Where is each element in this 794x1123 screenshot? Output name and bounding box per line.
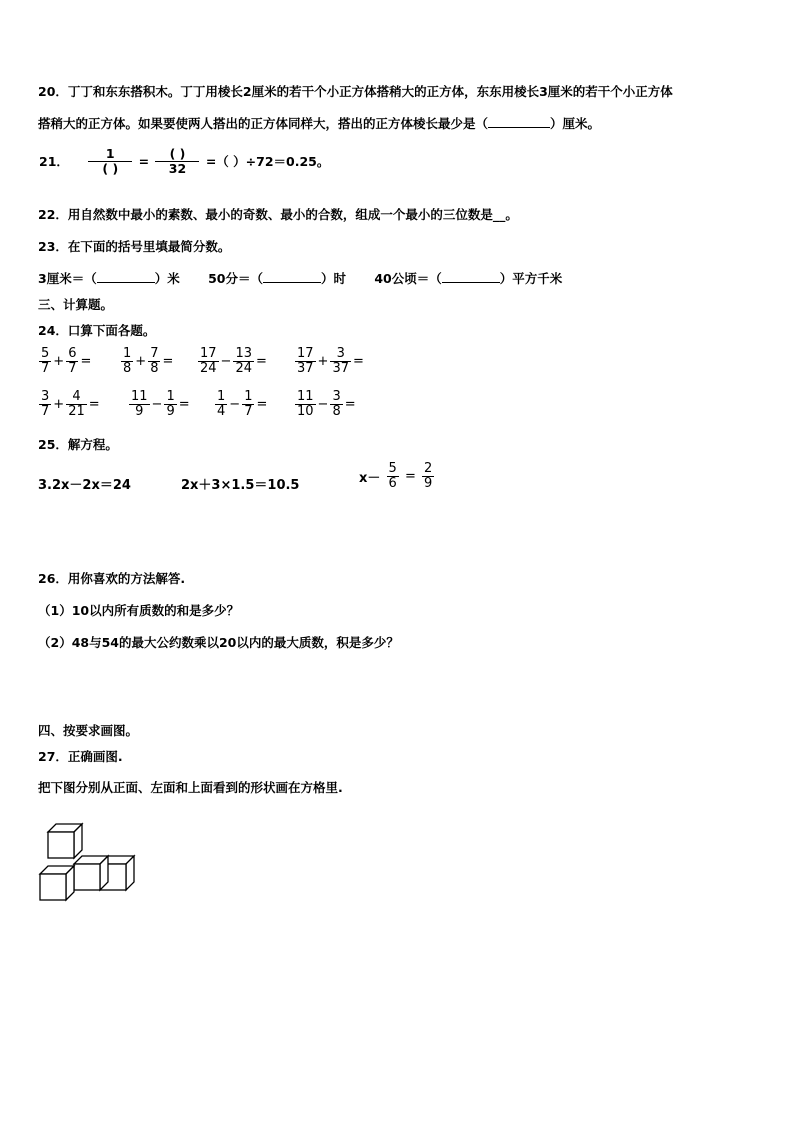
fraction-a-den: 4 bbox=[217, 404, 226, 419]
equals: = bbox=[80, 354, 92, 369]
fraction-b bbox=[233, 347, 254, 376]
fraction-a bbox=[121, 347, 133, 376]
fraction-b bbox=[242, 390, 254, 419]
q27-text: 27．正确画图. bbox=[38, 749, 123, 764]
operator: + bbox=[53, 354, 65, 369]
q26-sub-1: （1）10以内所有质数的和是多少？ bbox=[38, 603, 240, 618]
fraction-b-num: 3 bbox=[330, 347, 351, 362]
operator: − bbox=[151, 397, 163, 412]
q25-equation-2: 2x＋3×1.5＝10.5 bbox=[181, 478, 300, 493]
fraction-a-num: 17 bbox=[200, 346, 217, 361]
fraction-b-num: 1 bbox=[244, 389, 253, 404]
fraction-a bbox=[39, 390, 51, 419]
q24-row-2-item-2 bbox=[128, 390, 191, 419]
q21-fraction-2-den: 32 bbox=[168, 161, 187, 176]
fraction-b-den: 7 bbox=[68, 361, 77, 376]
fraction-b bbox=[148, 347, 160, 376]
q23-item-2-post: ）时 bbox=[320, 271, 346, 286]
q23-item-2-pre: 50分＝（ bbox=[208, 271, 263, 286]
fraction-a-den: 9 bbox=[135, 404, 144, 419]
equals: = bbox=[353, 354, 364, 369]
fraction-a bbox=[198, 347, 219, 376]
q26-text: 26．用你喜欢的方法解答. bbox=[38, 571, 186, 586]
section-3-heading: 三、计算题。 bbox=[38, 297, 114, 312]
q24-row-2-item-1 bbox=[38, 390, 101, 419]
q21-fraction-2-num[interactable]: ( ) bbox=[155, 147, 199, 162]
q20-text-post: ）厘米。 bbox=[550, 116, 601, 131]
operator: + bbox=[135, 354, 147, 369]
fraction-a-den: 37 bbox=[297, 361, 314, 376]
section-4-heading: 四、按要求画图。 bbox=[38, 723, 139, 738]
equals: = bbox=[344, 397, 356, 412]
fraction-a-num: 1 bbox=[123, 346, 132, 361]
q20-line2 bbox=[38, 116, 600, 132]
fraction-a-den: 24 bbox=[200, 361, 217, 376]
equals: = bbox=[178, 397, 190, 412]
fraction-b-den: 9 bbox=[166, 404, 175, 419]
equals: = bbox=[256, 397, 268, 412]
q21-rest: =（ ）÷72＝0.25。 bbox=[205, 153, 330, 169]
fraction-b-den: 8 bbox=[332, 404, 341, 419]
q23-item-1 bbox=[38, 271, 180, 286]
fraction-b bbox=[164, 390, 176, 419]
fraction-a bbox=[39, 347, 51, 376]
operator: + bbox=[317, 354, 329, 369]
q23-item-1-post: ）米 bbox=[154, 271, 180, 286]
q23-item-1-blank[interactable] bbox=[97, 282, 155, 283]
q21-equals: = bbox=[138, 153, 150, 169]
fraction-a-num: 17 bbox=[297, 346, 314, 361]
fraction-b-den: 24 bbox=[235, 361, 252, 376]
q23-item-3-post: ）平方千米 bbox=[499, 271, 563, 286]
fraction-b-den: 8 bbox=[150, 361, 159, 376]
q23-item-2 bbox=[208, 271, 346, 286]
q25-eq3-fraction-b bbox=[422, 462, 434, 491]
q21-fraction-2 bbox=[155, 147, 199, 176]
q21-number: 21． bbox=[39, 153, 69, 169]
q25-eq3-a-den: 6 bbox=[388, 476, 397, 491]
q25-eq3-b-num: 2 bbox=[424, 461, 433, 476]
q20-line1: 20．丁丁和东东搭积木。丁丁用棱长2厘米的若干个小正方体搭稍大的正方体，东东用棱长3厘米的若干个小正方体 bbox=[38, 84, 673, 99]
fraction-a-den: 8 bbox=[123, 361, 132, 376]
q21-fraction-1 bbox=[88, 147, 132, 176]
fraction-a bbox=[295, 347, 316, 376]
fraction-b-num: 13 bbox=[235, 346, 252, 361]
fraction-b-num: 3 bbox=[332, 389, 341, 404]
fraction-b-den: 21 bbox=[68, 404, 85, 419]
equals: = bbox=[88, 397, 100, 412]
fraction-b-num: 6 bbox=[68, 346, 77, 361]
fraction-a-den: 7 bbox=[41, 361, 50, 376]
q21-fraction-1-num: 1 bbox=[88, 147, 132, 162]
operator: − bbox=[229, 397, 241, 412]
q25-eq3-fraction-a bbox=[387, 462, 399, 491]
q21-fraction-1-den[interactable]: ( ) bbox=[102, 161, 119, 176]
q23-items bbox=[38, 271, 562, 287]
q24-row-2-item-3 bbox=[214, 390, 268, 419]
q22-text: 22．用自然数中最小的素数、最小的奇数、最小的合数，组成一个最小的三位数是__。 bbox=[38, 207, 518, 222]
q23-item-2-blank[interactable] bbox=[263, 282, 321, 283]
operator: + bbox=[53, 397, 65, 412]
fraction-b-num: 4 bbox=[66, 390, 87, 405]
q26-sub-2: （2）48与54的最大公约数乘以20以内的最大质数，积是多少？ bbox=[38, 635, 399, 650]
fraction-a-num: 1 bbox=[217, 389, 226, 404]
cube-stack-figure bbox=[38, 818, 148, 918]
fraction-a-num: 11 bbox=[297, 389, 314, 404]
q23-item-3-blank[interactable] bbox=[442, 282, 500, 283]
q23-item-1-pre: 3厘米＝（ bbox=[38, 271, 97, 286]
q24-text: 24．口算下面各题。 bbox=[38, 323, 156, 338]
q20-answer-blank[interactable] bbox=[488, 127, 550, 128]
q25-equation-3 bbox=[358, 462, 435, 491]
fraction-b bbox=[66, 390, 87, 419]
equals: = bbox=[256, 354, 267, 369]
q23-item-3-pre: 40公顷＝（ bbox=[374, 271, 442, 286]
cube-bottom-1 bbox=[40, 866, 74, 900]
q27-instruction: 把下图分别从正面、左面和上面看到的形状画在方格里. bbox=[38, 780, 343, 795]
q23-item-3 bbox=[374, 271, 562, 286]
fraction-a-num: 5 bbox=[41, 346, 50, 361]
fraction-a bbox=[215, 390, 227, 419]
q25-eq3-pre: x－ bbox=[359, 471, 381, 486]
q25-eq3-b-den: 9 bbox=[424, 476, 433, 491]
q25-eq3-equals: = bbox=[404, 469, 416, 484]
fraction-b-num: 7 bbox=[150, 346, 159, 361]
fraction-b bbox=[66, 347, 78, 376]
fraction-a bbox=[295, 390, 316, 419]
fraction-a-num: 3 bbox=[41, 389, 50, 404]
operator: − bbox=[220, 354, 232, 369]
equals: = bbox=[162, 354, 174, 369]
cube-bottom-2 bbox=[74, 856, 108, 890]
fraction-a-den: 7 bbox=[41, 404, 50, 419]
fraction-b-den: 7 bbox=[244, 404, 253, 419]
q25-eq3-a-num: 5 bbox=[388, 461, 397, 476]
q24-row-1-item-3 bbox=[197, 347, 268, 376]
q24-row-1-item-4 bbox=[294, 347, 365, 376]
q25-text: 25．解方程。 bbox=[38, 437, 118, 452]
fraction-a-den: 10 bbox=[297, 404, 314, 419]
q21 bbox=[38, 147, 330, 176]
cube-top bbox=[48, 824, 82, 858]
q25-equation-1: 3.2x－2x＝24 bbox=[38, 478, 131, 493]
q23-text: 23．在下面的括号里填最简分数。 bbox=[38, 239, 231, 254]
q24-row-1-item-1 bbox=[38, 347, 92, 376]
q20-text-pre: 搭稍大的正方体。如果要使两人搭出的正方体同样大，搭出的正方体棱长最少是（ bbox=[38, 116, 489, 131]
fraction-a-num: 11 bbox=[131, 389, 148, 404]
q24-row-2-item-4 bbox=[294, 390, 357, 419]
fraction-b bbox=[330, 390, 342, 419]
fraction-b-num: 1 bbox=[166, 389, 175, 404]
fraction-a bbox=[129, 390, 150, 419]
operator: − bbox=[317, 397, 329, 412]
fraction-b-den: 37 bbox=[332, 361, 349, 376]
fraction-b bbox=[330, 347, 351, 376]
q24-row-1-item-2 bbox=[120, 347, 174, 376]
